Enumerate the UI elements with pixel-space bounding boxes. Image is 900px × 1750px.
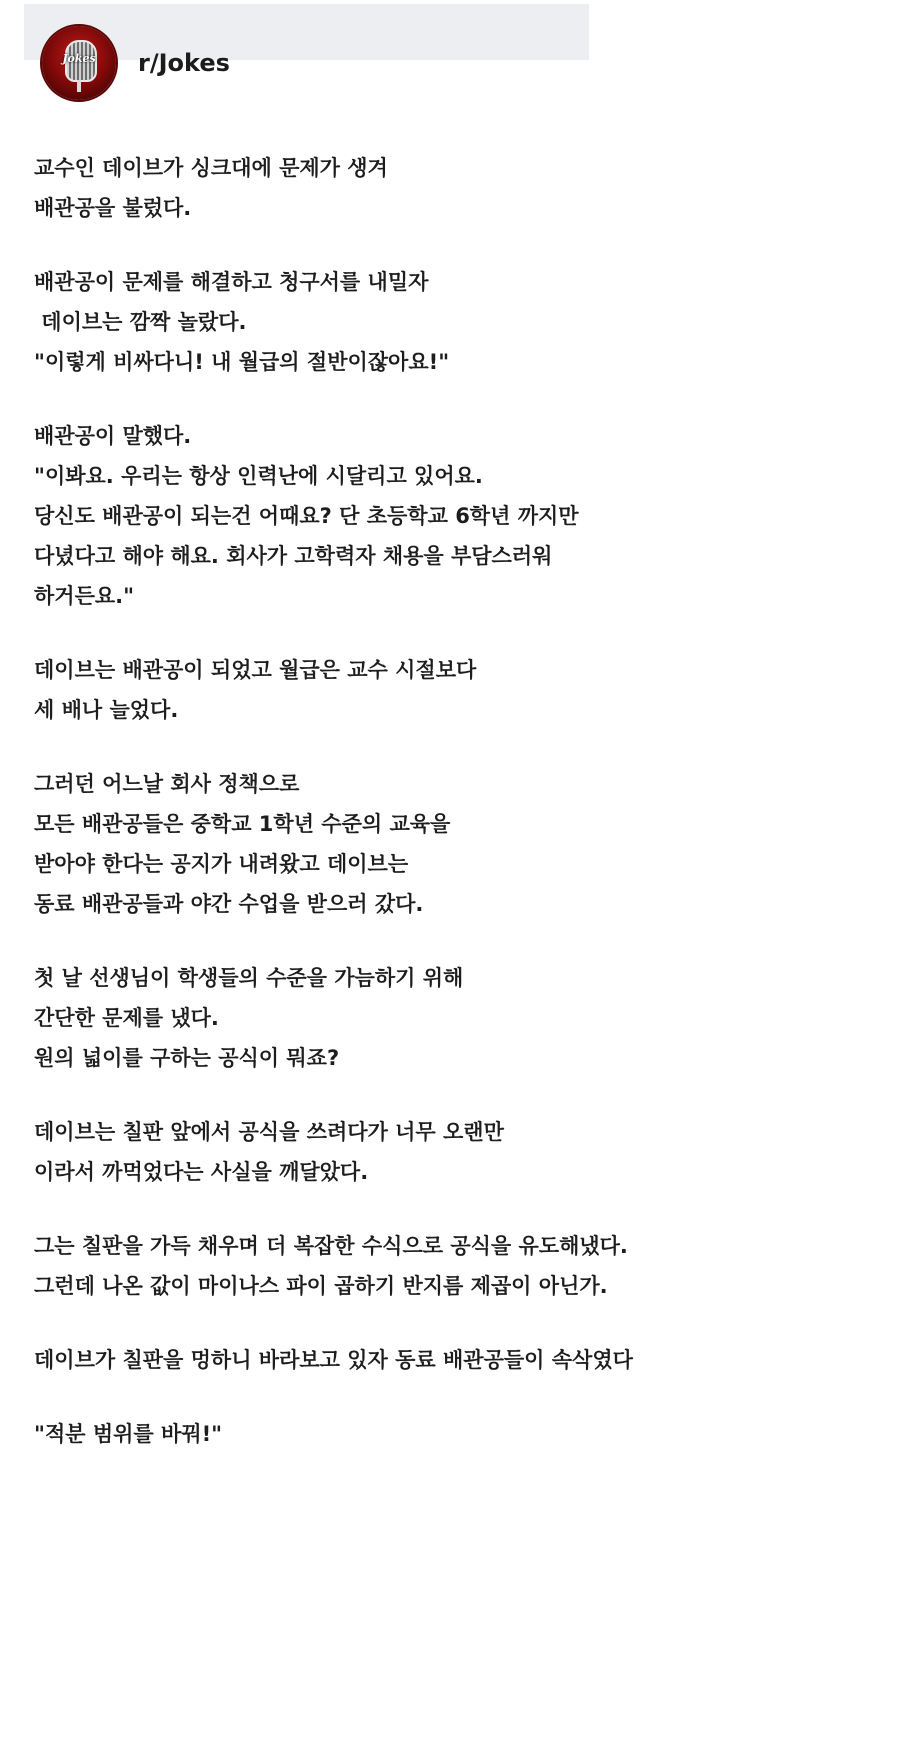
post-line: 첫 날 선생님이 학생들의 수준을 가늠하기 위해 <box>34 966 464 990</box>
post-line: 데이브는 깜짝 놀랐다. <box>34 310 247 334</box>
paragraph-gap <box>34 924 874 958</box>
paragraph-gap <box>34 730 874 764</box>
post-line: 교수인 데이브가 싱크대에 문제가 생겨 <box>34 156 388 180</box>
post-line: 다녔다고 해야 해요. 회사가 고학력자 채용을 부담스러워 <box>34 544 553 568</box>
paragraph-gap <box>34 1380 874 1414</box>
paragraph-gap <box>34 1306 874 1340</box>
post-line: 하거든요." <box>34 584 135 608</box>
post-header <box>42 26 230 100</box>
post-line: 배관공이 문제를 해결하고 청구서를 내밀자 <box>34 270 429 294</box>
post-paragraph <box>34 650 874 730</box>
post-paragraph <box>34 1414 874 1454</box>
post-line: 데이브는 칠판 앞에서 공식을 쓰려다가 너무 오랜만 <box>34 1120 504 1144</box>
post-line: 그러던 어느날 회사 정책으로 <box>34 772 300 796</box>
post-paragraph <box>34 262 874 382</box>
post-line: "이렇게 비싸다니! 내 월급의 절반이잖아요!" <box>34 350 450 374</box>
post-line: "적분 범위를 바꿔!" <box>34 1422 223 1446</box>
post-paragraph <box>34 1340 874 1380</box>
post-line: 간단한 문제를 냈다. <box>34 1006 219 1030</box>
paragraph-gap <box>34 1078 874 1112</box>
post-paragraph <box>34 764 874 924</box>
post-line: 데이브가 칠판을 멍하니 바라보고 있자 동료 배관공들이 속삭였다 <box>34 1348 633 1372</box>
community-avatar[interactable] <box>42 26 116 100</box>
post-line: 모든 배관공들은 중학교 1학년 수준의 교육을 <box>34 812 451 836</box>
post-line: 받아야 한다는 공지가 내려왔고 데이브는 <box>34 852 409 876</box>
post-line: 그는 칠판을 가득 채우며 더 복잡한 수식으로 공식을 유도해냈다. <box>34 1234 628 1258</box>
post-line: 배관공이 말했다. <box>34 424 192 448</box>
paragraph-gap <box>34 1192 874 1226</box>
post-line: 그런데 나온 값이 마이나스 파이 곱하기 반지름 제곱이 아닌가. <box>34 1274 608 1298</box>
paragraph-gap <box>34 228 874 262</box>
post-line: 당신도 배관공이 되는건 어때요? 단 초등학교 6학년 까지만 <box>34 504 579 528</box>
post-paragraph <box>34 1112 874 1192</box>
post-line: 이라서 까먹었다는 사실을 깨달았다. <box>34 1160 369 1184</box>
post-line: 배관공을 불렀다. <box>34 196 192 220</box>
post-line: 원의 넓이를 구하는 공식이 뭐죠? <box>34 1046 340 1070</box>
post-line: 동료 배관공들과 야간 수업을 받으러 갔다. <box>34 892 424 916</box>
post-paragraph <box>34 958 874 1078</box>
post-line: 데이브는 배관공이 되었고 월급은 교수 시절보다 <box>34 658 477 682</box>
post-paragraph <box>34 1226 874 1306</box>
post-body <box>34 148 874 1454</box>
paragraph-gap <box>34 616 874 650</box>
community-name[interactable]: r/Jokes <box>138 49 230 77</box>
post-paragraph <box>34 148 874 228</box>
post-line: 세 배나 늘었다. <box>34 698 179 722</box>
microphone-stand <box>77 80 81 92</box>
avatar-text: Jokes <box>62 52 96 65</box>
post-line: "이봐요. 우리는 항상 인력난에 시달리고 있어요. <box>34 464 483 488</box>
paragraph-gap <box>34 382 874 416</box>
post-paragraph <box>34 416 874 616</box>
